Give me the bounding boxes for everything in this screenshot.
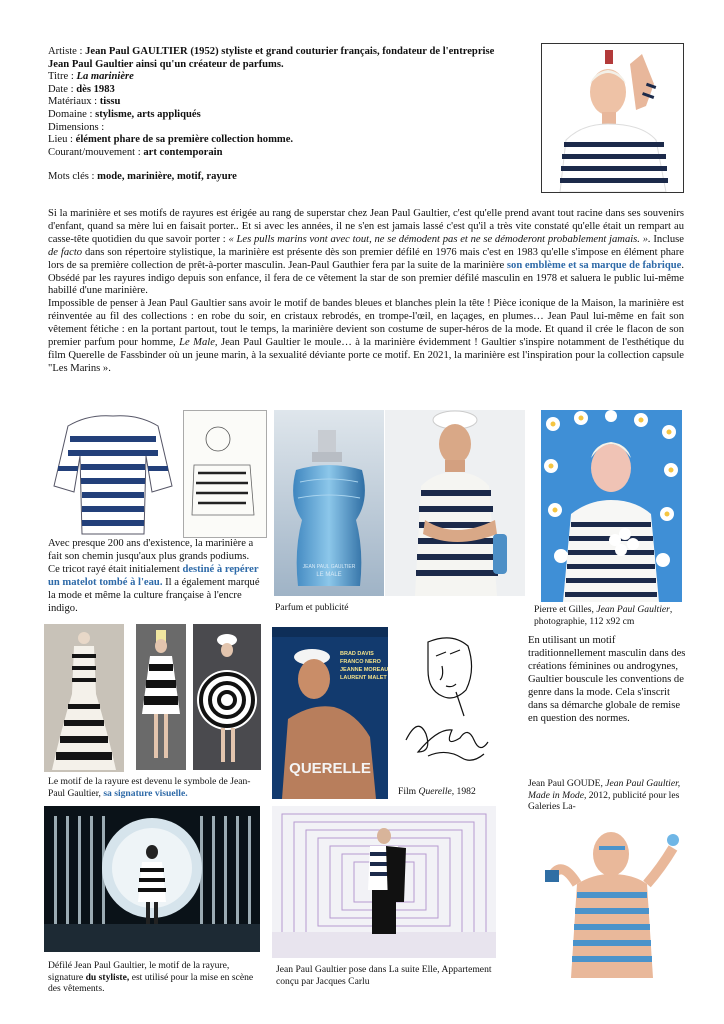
caption-mariniere-history: Avec presque 200 ans d'existence, la marinière a fait son chemin jusqu'aux plus grands podiums. Ce tricot rayé était initialement destiné à repérer un matelot tombé à l'eau. Il a également marqué la mode et même la culture française à l'encre indigo.: [48, 538, 260, 614]
mariniere-illustration: [48, 406, 178, 536]
svg-text:JEANNE MOREAU: JEANNE MOREAU: [340, 667, 388, 673]
svg-text:FRANCO NERO: FRANCO NERO: [340, 659, 381, 665]
caption-stripe-signature: Le motif de la rayure est devenu le symbole de Jean-Paul Gaultier, sa signature visuelle.: [48, 776, 251, 799]
svg-text:QUERELLE: QUERELLE: [289, 760, 371, 777]
pierre-et-gilles-photo: [541, 410, 682, 602]
caption-fashion-show: Défilé Jean Paul Gaultier, le motif de la rayure, signature du styliste, est utilisé pour la mise en scène des vêtements.: [48, 960, 254, 994]
runway-hoop-photo: [193, 624, 261, 770]
goude-gaultier-photo: [541, 818, 682, 978]
materials-line: Matériaux : tissu: [48, 96, 121, 108]
artwork-info: [48, 46, 518, 184]
caption-querelle-film: Film Querelle, 1982: [398, 786, 476, 797]
place-line: Lieu : élément phare de sa première collection homme.: [48, 134, 294, 146]
svg-text:LE MALE: LE MALE: [316, 572, 342, 578]
querelle-poster: [272, 627, 388, 799]
suite-elle-photo: [272, 806, 496, 958]
dimensions-line: Dimensions :: [48, 121, 105, 133]
paragraph-2: Impossible de penser à Jean Paul Gaultier sans avoir le motif de bandes bleues et blanches plein la tête ! Pièce iconique de la Maison, la marinière est réinventée au fil des collections : en robe du soir, en cristaux rebrodés, en trompe-l'œil, en laçages, en plumes… Jean Paul lui-même en fait son vêtement fétiche : en la portant partout, tout le temps, la marinière devient son costume de super-héros de la mode. Et quand il crée le flacon de son premier parfum pour homme, Le Male, Jean Paul Gaultier le moule… à la marinière évidemment ! Gaultier s'inspire notamment de l'esthétique du film Querelle de Fassbinder où un jeune marin, à la sexualité déviante porte ce motif. En 2021, la marinière est l'inspiration pour la collection capsule "Les Marins ».: [48, 298, 685, 374]
artist-line: Artiste : Jean Paul GAULTIER (1952) styliste et grand couturier français, fondateur de l'entreprise Jean Paul Gaultier ainsi qu'un créateur de parfums.: [48, 46, 495, 70]
runway-dress-photo: [136, 624, 186, 770]
date-line: Date : dès 1983: [48, 83, 115, 95]
fashion-show-photo: [44, 806, 260, 952]
domain-line: Domaine : stylisme, arts appliqués: [48, 108, 201, 120]
keywords-line: Mots clés : mode, marinière, motif, rayure: [48, 171, 237, 183]
paragraph-1: Si la marinière et ses motifs de rayures est érigée au rang de superstar chez Jean Paul Gaultier, c'est qu'elle prend avant tout racine dans ses souvenirs d'enfant, quand sa mère lui en faisait porter.. Et si avec les années, il ne s'en est jamais lassé c'est qu'il a très vite constaté qu'elle était un rempart au casse-tête quotidien du que savoir porter : « Les pulls marins vont avec tout, ne se démodent pas et ne se démoderont probablement jamais. ». Incluse de facto dans son répertoire stylistique, la marinière est présente dès son premier défilé en 1976 mais c'est en 1983 qu'elle s'impose en élément phare lors de sa première collection de prêt-à-porter masculin. Jean-Paul Gauthier fera par la suite de la marinière son emblème et sa marque de fabrique. Obsédé par les rayures indigo depuis son enfance, il fera de ce vêtement la star de son premier défilé masculin en 1978 et saluera le public lui-même habillé d'une marinière.: [48, 208, 684, 297]
main-text: [48, 208, 684, 376]
movement-line: Courant/mouvement : art contemporain: [48, 146, 223, 158]
gaultier-signature-drawing: [398, 630, 490, 772]
caption-perfume: Parfum et publicité: [275, 602, 349, 613]
svg-text:JEAN PAUL GAULTIER: JEAN PAUL GAULTIER: [302, 564, 356, 570]
striped-gown-photo: [44, 624, 124, 772]
sailor-ad-photo: [385, 410, 525, 596]
caption-suite-elle: Jean Paul Gaultier pose dans La suite Elle, Appartement conçu par Jacques Carlu: [276, 964, 492, 987]
caption-pierre-gilles: Pierre et Gilles, Jean Paul Gaultier, photographie, 112 x92 cm: [534, 604, 673, 627]
svg-text:BRAD DAVIS: BRAD DAVIS: [340, 651, 374, 657]
caption-gender-conventions: En utilisant un motif traditionnellement masculin dans des créations féminines ou androgynes, Gaultier bouscule les conventions de genre dans la mode. Cela s'inscrit dans sa démarche globale de remise en question des normes.: [528, 635, 686, 724]
svg-text:LAURENT MALET: LAURENT MALET: [340, 675, 387, 681]
sketch-drawing: [183, 410, 267, 538]
caption-goude: Jean Paul GOUDE, Jean Paul Gaultier, Made in Mode, 2012, publicité pour les Galeries La-: [528, 778, 681, 812]
title-line: Titre : La marinière: [48, 71, 134, 83]
gaultier-portrait-photo: [541, 43, 684, 193]
le-male-perfume-photo: [274, 410, 384, 596]
